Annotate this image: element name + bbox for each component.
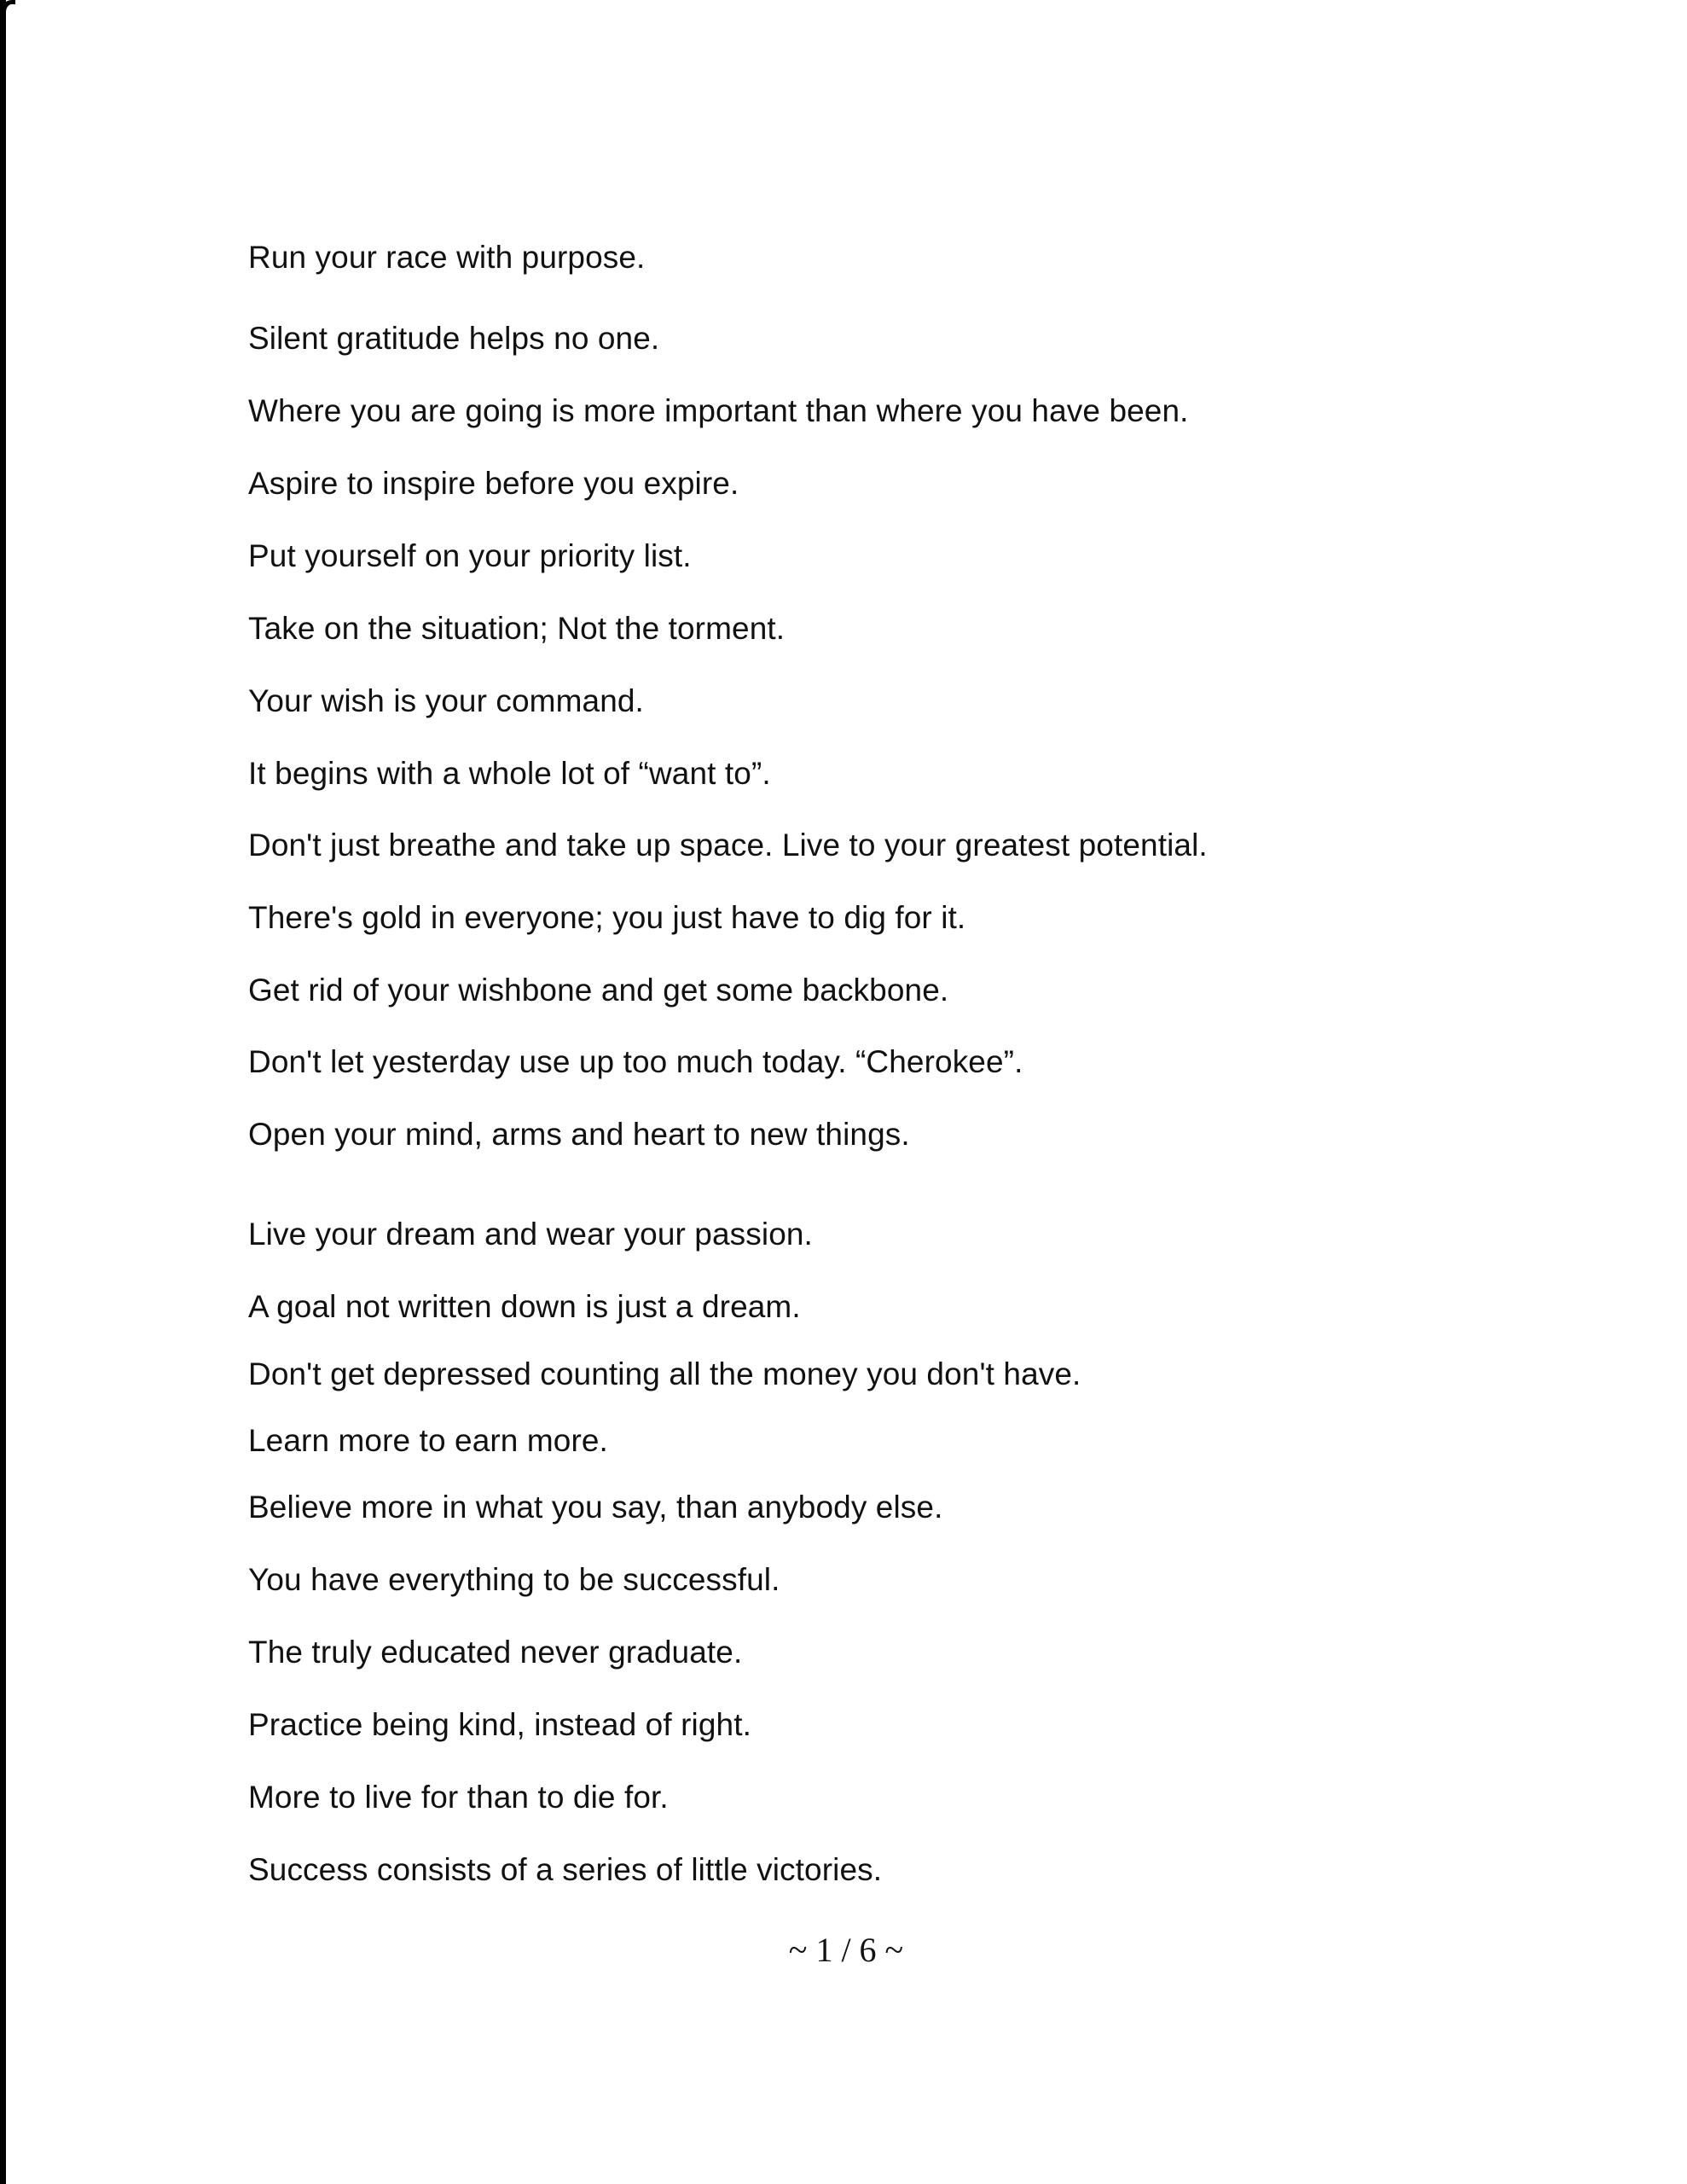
page-number-label: ~ 1 / 6 ~ bbox=[788, 1931, 904, 1969]
quote-line: A goal not written down is just a dream. bbox=[248, 1289, 801, 1324]
quote-line: Your wish is your command. bbox=[248, 683, 644, 718]
quote-line: The truly educated never graduate. bbox=[248, 1635, 743, 1670]
quote-line: Get rid of your wishbone and get some backbone. bbox=[248, 973, 949, 1008]
quote-line: More to live for than to die for. bbox=[248, 1780, 669, 1815]
quote-line: Learn more to earn more. bbox=[248, 1423, 608, 1458]
quote-line: Aspire to inspire before you expire. bbox=[248, 466, 739, 501]
quote-line: Run your race with purpose. bbox=[248, 240, 646, 275]
quote-line: Silent gratitude helps no one. bbox=[248, 321, 660, 356]
page-number bbox=[0, 1930, 1687, 1971]
quote-line: Open your mind, arms and heart to new things. bbox=[248, 1117, 910, 1152]
quote-line: It begins with a whole lot of “want to”. bbox=[248, 756, 771, 791]
quote-line: Take on the situation; Not the torment. bbox=[248, 611, 786, 646]
quote-line: There's gold in everyone; you just have to dig for it. bbox=[248, 900, 966, 935]
quote-line: You have everything to be successful. bbox=[248, 1562, 780, 1597]
quote-line: Believe more in what you say, than anybody else. bbox=[248, 1490, 943, 1525]
quote-line: Put yourself on your priority list. bbox=[248, 538, 692, 573]
quote-line: Practice being kind, instead of right. bbox=[248, 1707, 751, 1742]
quote-line: Don't let yesterday use up too much today. “Cherokee”. bbox=[248, 1044, 1023, 1079]
quote-line: Don't just breathe and take up space. Live to your greatest potential. bbox=[248, 828, 1208, 863]
quote-line: Where you are going is more important than where you have been. bbox=[248, 393, 1189, 428]
quote-line: Success consists of a series of little victories. bbox=[248, 1852, 883, 1887]
quote-line: Live your dream and wear your passion. bbox=[248, 1217, 813, 1252]
quote-line: Don't get depressed counting all the money you don't have. bbox=[248, 1356, 1081, 1391]
